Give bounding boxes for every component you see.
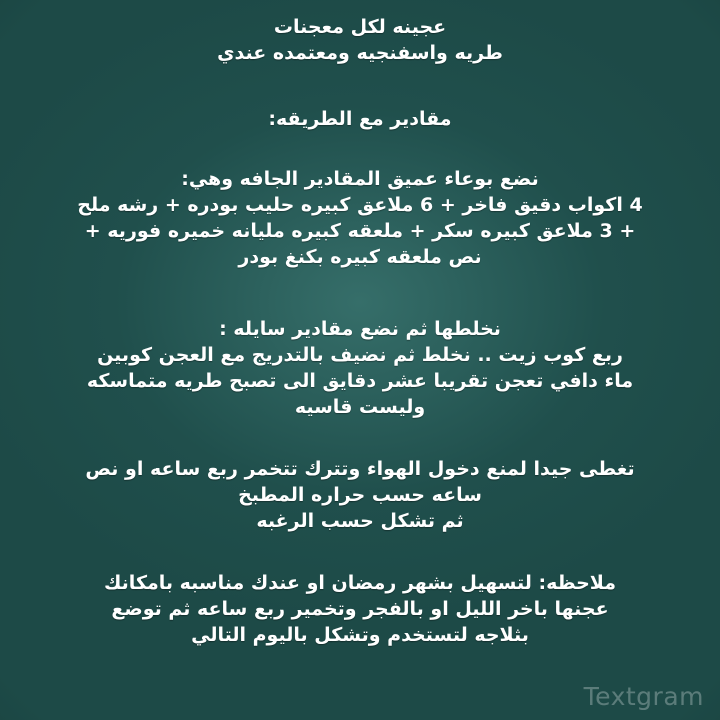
step2-line-4: وليست قاسيه xyxy=(294,396,426,418)
step3-line-3: ثم تشكل حسب الرغبه xyxy=(256,510,464,532)
step1-line-3: + 3 ملاعق كبيره سكر + ملعقه كبيره مليانه خميره فوريه + xyxy=(84,220,636,242)
textgram-watermark: Textgram xyxy=(583,682,704,711)
step3-line-2: ساعه حسب حراره المطبخ xyxy=(238,484,482,506)
note-line-3: بثلاجه لتستخدم وتشكل باليوم التالي xyxy=(191,624,529,646)
dry-ingredients-step xyxy=(10,166,710,270)
step3-line-1: تغطى جيدا لمنع دخول الهواء وتترك تتخمر ربع ساعه او نص xyxy=(85,458,635,480)
heading-line-1: مقادير مع الطريقه: xyxy=(268,108,452,130)
step1-line-2: 4 اكواب دقيق فاخر + 6 ملاعق كبيره حليب بودره + رشه ملح xyxy=(77,194,643,216)
step2-line-2: ربع كوب زيت .. نخلط ثم نضيف بالتدريج مع العجن كوبين xyxy=(97,344,623,366)
recipe-note xyxy=(10,570,710,648)
recipe-title xyxy=(10,14,710,66)
step2-line-3: ماء دافي تعجن تقريبا عشر دقايق الى تصبح طريه متماسكه xyxy=(86,370,634,392)
step1-line-4: نص ملعقه كبيره بكنغ بودر xyxy=(238,246,482,268)
note-line-1: ملاحظه: لتسهيل بشهر رمضان او عندك مناسبه بامكانك xyxy=(103,572,616,594)
note-line-2: عجنها باخر الليل او بالفجر وتخمير ربع ساعه ثم توضع xyxy=(111,598,609,620)
title-line-2: طريه واسفنجيه ومعتمده عندي xyxy=(217,42,503,64)
step1-line-1: نضع بوعاء عميق المقادير الجافه وهي: xyxy=(181,168,539,190)
title-line-1: عجينه لكل معجنات xyxy=(273,16,447,38)
proofing-step xyxy=(10,456,710,534)
liquid-ingredients-step xyxy=(10,316,710,420)
step2-line-1: نخلطها ثم نضع مقادير سايله : xyxy=(219,318,501,340)
ingredients-heading xyxy=(10,106,710,132)
